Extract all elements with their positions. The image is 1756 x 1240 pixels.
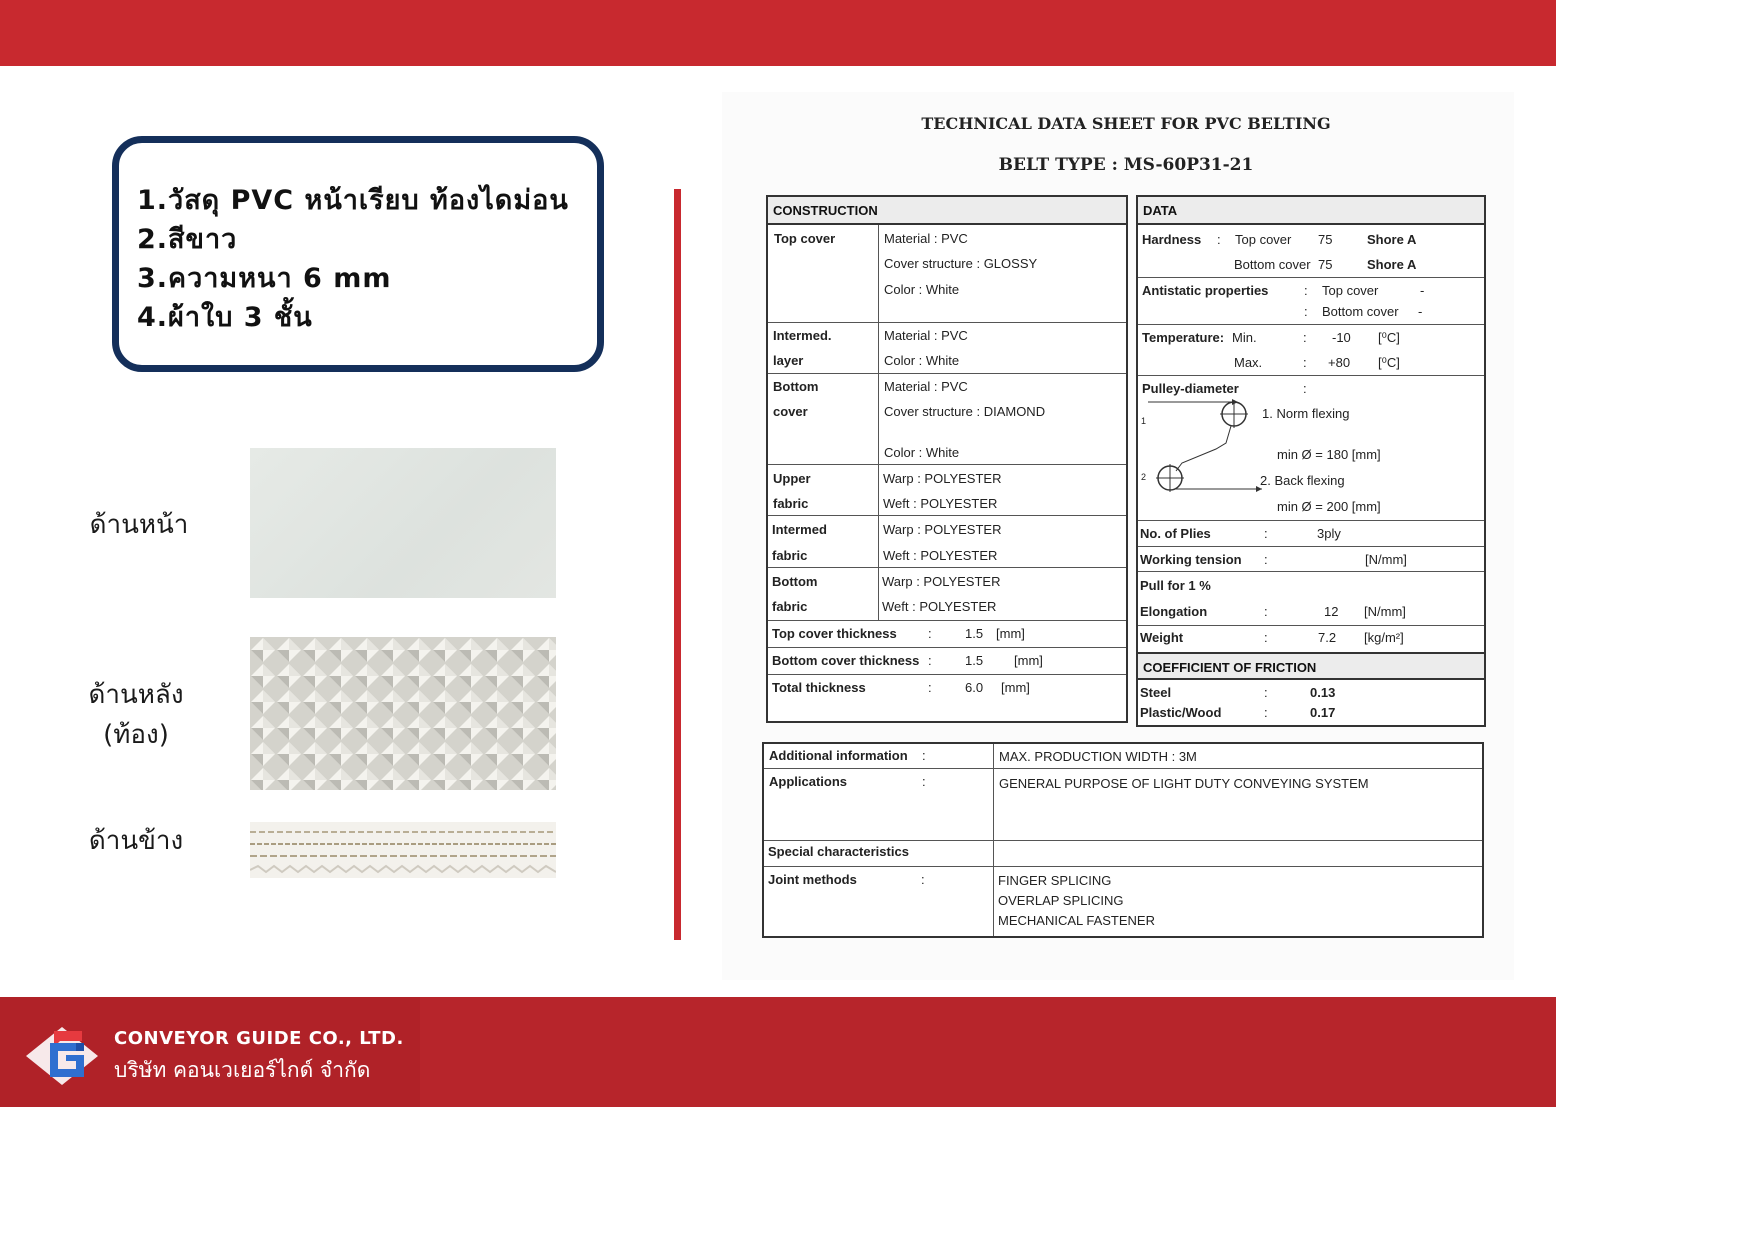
bottom-cover-material: Material : PVC (884, 379, 968, 394)
temperature-min-unit: [⁰C] (1378, 330, 1400, 345)
hardness-top-unit: Shore A (1367, 232, 1417, 247)
antistatic-top-value: - (1420, 283, 1425, 298)
joint-method-2: OVERLAP SPLICING (998, 893, 1124, 908)
steel-value: 0.13 (1310, 685, 1336, 700)
pulley-norm-min: min Ø = 180 [mm] (1277, 447, 1381, 462)
joint-methods-colon: : (921, 872, 925, 887)
pulley-mark-1: 1 (1141, 416, 1147, 426)
data-table (1136, 195, 1486, 727)
back-side-sublabel: (ท้อง) (103, 720, 169, 750)
bottom-fabric-warp: Warp : POLYESTER (882, 574, 1001, 589)
weight-label: Weight (1140, 630, 1184, 645)
footer-bar (0, 997, 1556, 1107)
temperature-max-value: +80 (1328, 355, 1351, 370)
total-thickness-label: Total thickness (772, 680, 866, 695)
hardness-bottom-unit: Shore A (1367, 257, 1417, 272)
temperature-label: Temperature: (1142, 330, 1225, 345)
antistatic-colon: : (1304, 283, 1308, 298)
bottom-cover-color: Color : White (884, 445, 960, 460)
pulley-back-flexing: 2. Back flexing (1260, 473, 1345, 488)
joint-methods-label: Joint methods (768, 872, 857, 887)
bottom-cover-label: Bottom (773, 379, 819, 394)
front-surface-image (250, 448, 556, 598)
temperature-min: Min. (1232, 330, 1257, 345)
total-thickness-value: 6.0 (965, 680, 984, 695)
additional-info-colon: : (922, 748, 926, 763)
additional-info-value: MAX. PRODUCTION WIDTH : 3M (999, 749, 1197, 764)
bottom-fabric-weft: Weft : POLYESTER (882, 599, 997, 614)
feature-plies: 4.ผ้าใบ 3 ชั้น (137, 302, 313, 333)
weight-colon: : (1264, 630, 1268, 645)
feature-color: 2.สีขาว (137, 224, 238, 255)
bottom-cover-label-2: cover (773, 404, 808, 419)
pulley-mark-2: 2 (1141, 472, 1147, 482)
hardness-colon: : (1217, 232, 1221, 247)
top-cover-material: Material : PVC (884, 231, 968, 246)
additional-info-table (762, 742, 1484, 938)
company-name-en: CONVEYOR GUIDE CO., LTD. (114, 1028, 404, 1049)
top-cover-thickness-value: 1.5 (965, 626, 984, 641)
pulley-back-min: min Ø = 200 [mm] (1277, 499, 1381, 514)
company-name-th: บริษัท คอนเวเยอร์ไกด์ จำกัด (114, 1058, 371, 1082)
data-sheet (722, 92, 1514, 980)
construction-header: CONSTRUCTION (768, 197, 1126, 225)
edge-layers (250, 822, 556, 878)
intermed-fabric-label: Intermed (772, 522, 827, 537)
applications-colon: : (922, 774, 926, 789)
hardness-label: Hardness (1142, 232, 1202, 247)
back-surface-image (250, 637, 556, 790)
antistatic-bottom-value: - (1418, 304, 1423, 319)
top-cover-structure: Cover structure : GLOSSY (884, 256, 1038, 271)
upper-fabric-weft: Weft : POLYESTER (883, 496, 998, 511)
additional-info-label: Additional information (769, 748, 908, 763)
bottom-cover-structure: Cover structure : DIAMOND (884, 404, 1046, 419)
plastic-wood-colon: : (1264, 705, 1268, 720)
plies-label: No. of Plies (1140, 526, 1211, 541)
intermed-layer-label-2: layer (773, 353, 804, 368)
vertical-divider (674, 189, 681, 940)
working-tension-label: Working tension (1140, 552, 1242, 567)
bottom-fabric-label-2: fabric (772, 599, 808, 614)
joint-method-3: MECHANICAL FASTENER (998, 913, 1155, 928)
back-side-label: ด้านหลัง (88, 680, 184, 710)
elongation-unit: [N/mm] (1364, 604, 1406, 619)
hardness-bottom: Bottom cover (1234, 257, 1311, 272)
temperature-colon-2: : (1303, 355, 1307, 370)
pulley-label: Pulley-diameter (1142, 381, 1239, 396)
pull-label: Pull for 1 % (1140, 578, 1211, 593)
cof-header: COEFFICIENT OF FRICTION (1138, 652, 1484, 680)
antistatic-bottom: Bottom cover (1322, 304, 1399, 319)
upper-fabric-warp: Warp : POLYESTER (883, 471, 1002, 486)
feature-box (112, 136, 604, 372)
pulley-diagram (1140, 393, 1265, 511)
intermed-layer-color: Color : White (884, 353, 960, 368)
front-side-label: ด้านหน้า (89, 510, 189, 540)
bottom-cover-thickness-value: 1.5 (965, 653, 984, 668)
edge-image (250, 822, 556, 878)
elongation-colon: : (1264, 604, 1268, 619)
plies-colon: : (1264, 526, 1268, 541)
temperature-min-value: -10 (1332, 330, 1351, 345)
intermed-layer-label: Intermed. (773, 328, 832, 343)
top-cover-color: Color : White (884, 282, 960, 297)
hardness-bottom-value: 75 (1318, 257, 1333, 272)
bottom-cover-thickness-label: Bottom cover thickness (772, 653, 920, 668)
pulley-colon: : (1303, 381, 1307, 396)
edge-side-label: ด้านข้าง (88, 826, 184, 856)
construction-table (766, 195, 1128, 723)
top-cover-thickness-unit: [mm] (996, 626, 1025, 641)
feature-thickness: 3.ความหนา 6 mm (137, 263, 392, 294)
top-cover-label: Top cover (774, 231, 836, 246)
diamond-pattern (250, 637, 556, 790)
working-tension-unit: [N/mm] (1365, 552, 1407, 567)
temperature-max: Max. (1234, 355, 1263, 370)
company-logo-icon (24, 1025, 100, 1087)
data-header: DATA (1138, 197, 1484, 225)
applications-value: GENERAL PURPOSE OF LIGHT DUTY CONVEYING SYSTEM (999, 776, 1369, 791)
top-cover-thickness-colon: : (928, 626, 932, 641)
steel-colon: : (1264, 685, 1268, 700)
bottom-fabric-label: Bottom (772, 574, 818, 589)
total-thickness-colon: : (928, 680, 932, 695)
working-tension-colon: : (1264, 552, 1268, 567)
elongation-value: 12 (1324, 604, 1339, 619)
intermed-fabric-warp: Warp : POLYESTER (883, 522, 1002, 537)
hardness-top-value: 75 (1318, 232, 1333, 247)
temperature-colon: : (1303, 330, 1307, 345)
elongation-label: Elongation (1140, 604, 1208, 619)
antistatic-label: Antistatic properties (1142, 283, 1269, 298)
top-cover-thickness-label: Top cover thickness (772, 626, 897, 641)
header-bar (0, 0, 1556, 66)
applications-label: Applications (769, 774, 848, 789)
upper-fabric-label-2: fabric (773, 496, 809, 511)
plies-value: 3ply (1317, 526, 1341, 541)
weight-unit: [kg/m²] (1364, 630, 1404, 645)
steel-label: Steel (1140, 685, 1172, 700)
temperature-max-unit: [⁰C] (1378, 355, 1400, 370)
special-characteristics-label: Special characteristics (768, 844, 909, 859)
antistatic-colon-2: : (1304, 304, 1308, 319)
pulley-norm-flexing: 1. Norm flexing (1262, 406, 1350, 421)
weight-value: 7.2 (1318, 630, 1337, 645)
plastic-wood-label: Plastic/Wood (1140, 705, 1222, 720)
feature-material: 1.วัสดุ PVC หน้าเรียบ ท้องไดม่อน (137, 185, 569, 216)
joint-method-1: FINGER SPLICING (998, 873, 1112, 888)
antistatic-top: Top cover (1322, 283, 1379, 298)
upper-fabric-label: Upper (773, 471, 811, 486)
belt-type: BELT TYPE : MS-60P31-21 (998, 155, 1254, 175)
intermed-fabric-weft: Weft : POLYESTER (883, 548, 998, 563)
plastic-wood-value: 0.17 (1310, 705, 1336, 720)
bottom-cover-thickness-unit: [mm] (1014, 653, 1043, 668)
intermed-layer-material: Material : PVC (884, 328, 968, 343)
sheet-title: TECHNICAL DATA SHEET FOR PVC BELTING (921, 114, 1331, 133)
bottom-cover-thickness-colon: : (928, 653, 932, 668)
hardness-top: Top cover (1235, 232, 1292, 247)
total-thickness-unit: [mm] (1001, 680, 1030, 695)
intermed-fabric-label-2: fabric (772, 548, 808, 563)
